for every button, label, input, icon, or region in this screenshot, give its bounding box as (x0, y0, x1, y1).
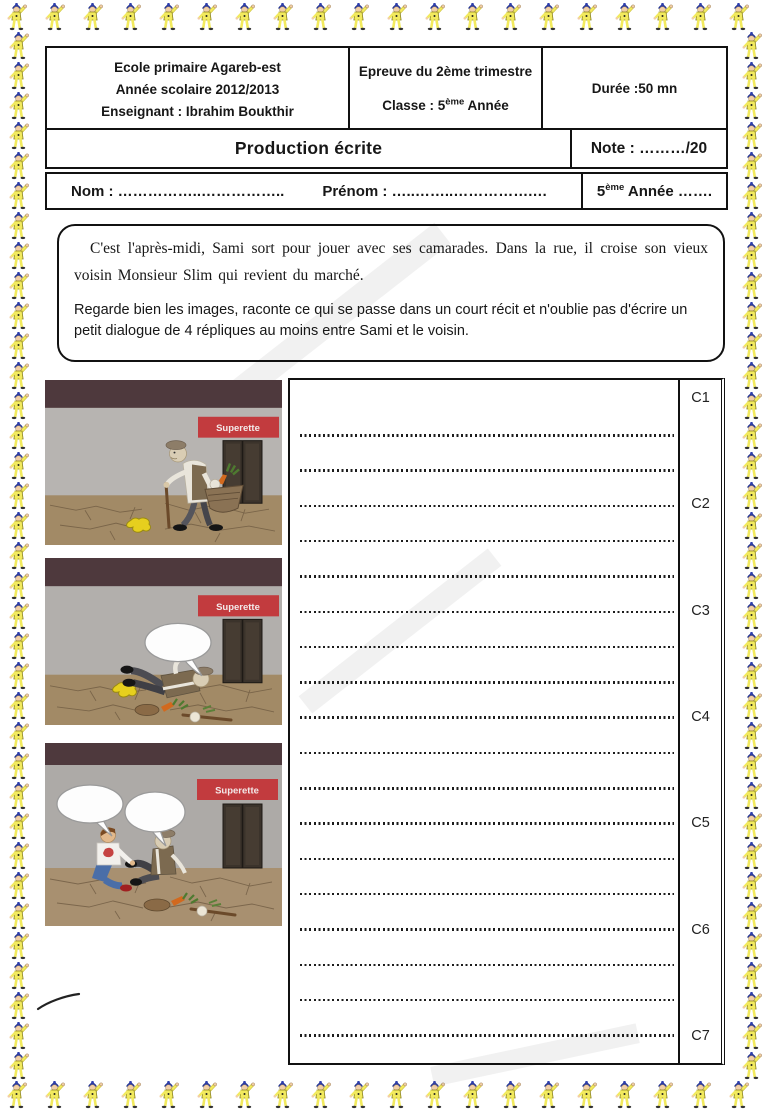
criteria-label: C7 (691, 1027, 710, 1044)
student-name-row (45, 172, 728, 210)
border-person-icon (6, 542, 31, 570)
border-person-icon (270, 3, 295, 31)
border-person-icon (346, 3, 371, 31)
criteria-label: C4 (691, 708, 710, 725)
border-person-icon (6, 482, 31, 510)
border-person-icon (739, 752, 764, 780)
border-person-icon (6, 392, 31, 420)
border-person-icon (739, 182, 764, 210)
criteria-label: C6 (691, 921, 710, 938)
border-person-icon (739, 332, 764, 360)
criteria-label: C2 (691, 496, 710, 513)
border-person-icon (688, 1081, 713, 1109)
border-person-icon (739, 482, 764, 510)
writing-line (300, 928, 674, 931)
note-label: Note : ………/20 (590, 139, 708, 157)
name-field: Nom : ……………..…………….. (71, 182, 285, 200)
writing-line (300, 822, 674, 825)
svg-text:Superette: Superette (216, 423, 260, 435)
border-person-icon (739, 422, 764, 450)
school-year: Année scolaire 2012/2013 (115, 82, 280, 97)
border-person-icon (739, 392, 764, 420)
border-person-icon (460, 3, 485, 31)
border-person-icon (726, 3, 751, 31)
border-person-icon (739, 962, 764, 990)
border-person-icon (422, 3, 447, 31)
border-person-icon (739, 1022, 764, 1050)
border-person-icon (6, 332, 31, 360)
border-person-icon (6, 662, 31, 690)
name-cell (47, 174, 583, 208)
border-person-icon (384, 3, 409, 31)
writing-line (300, 858, 674, 861)
border-person-icon (739, 1052, 764, 1080)
border-person-icon (6, 992, 31, 1020)
border-person-icon (42, 1081, 67, 1109)
border-person-icon (739, 452, 764, 480)
border-person-icon (6, 152, 31, 180)
writing-line (300, 999, 674, 1002)
border-person-icon (612, 1081, 637, 1109)
border-person-icon (739, 602, 764, 630)
border-person-icon (384, 1081, 409, 1109)
border-person-icon (739, 302, 764, 330)
border-person-icon (6, 962, 31, 990)
writing-line (300, 575, 674, 578)
border-person-icon (650, 1081, 675, 1109)
comic-panel-2 (45, 558, 282, 725)
border-person-icon (460, 1081, 485, 1109)
border-person-icon (739, 782, 764, 810)
writing-line (300, 469, 674, 472)
school-info-cell (47, 48, 350, 128)
border-person-icon (6, 92, 31, 120)
writing-line (300, 611, 674, 614)
border-person-icon (739, 242, 764, 270)
border-person-icon (739, 632, 764, 660)
border-person-icon (6, 842, 31, 870)
border-person-icon (498, 1081, 523, 1109)
shop-door (223, 804, 262, 868)
writing-line (300, 681, 674, 684)
writing-line (300, 505, 674, 508)
writing-line (300, 893, 674, 896)
border-person-icon (232, 3, 257, 31)
border-person-icon (574, 1081, 599, 1109)
class-label-suffix: Année (464, 97, 509, 113)
situation-text: C'est l'après-midi, Sami sort pour jouer avec ses camarades. Dans la rue, il croise son vieux voisin Monsieur Slim qui revient du marché. (74, 240, 708, 284)
superette-sign (197, 779, 278, 800)
border-person-icon (536, 1081, 561, 1109)
border-person-icon (80, 3, 105, 31)
border-person-icon (194, 3, 219, 31)
border-person-icon (6, 212, 31, 240)
border-person-icon (739, 692, 764, 720)
note-cell (572, 130, 726, 167)
duration-label: Durée :50 mn (591, 80, 678, 96)
border-person-icon (612, 3, 637, 31)
title-row (45, 128, 728, 169)
border-person-icon (739, 512, 764, 540)
border-person-icon (6, 512, 31, 540)
writing-area (288, 378, 725, 1065)
border-person-icon (739, 662, 764, 690)
border-person-icon (6, 902, 31, 930)
writing-line (300, 540, 674, 543)
stray-pen-mark (36, 988, 82, 1014)
border-person-icon (739, 572, 764, 600)
task-text: Regarde bien les images, raconte ce qui se passe dans un court récit et n'oublie pas d'écrire un petit dialogue de 4 répliques au moins entre Sami et le voisin. (74, 302, 688, 339)
writing-line (300, 716, 674, 719)
border-person-icon (6, 452, 31, 480)
border-person-icon (688, 3, 713, 31)
border-person-icon (739, 92, 764, 120)
border-person-icon (6, 932, 31, 960)
border-person-icon (6, 572, 31, 600)
border-person-icon (80, 1081, 105, 1109)
border-person-icon (118, 3, 143, 31)
awning-band (45, 743, 282, 765)
border-person-icon (650, 3, 675, 31)
border-person-icon (739, 902, 764, 930)
border-person-icon (6, 1052, 31, 1080)
border-person-icon (6, 782, 31, 810)
border-person-icon (118, 1081, 143, 1109)
instructions-box (57, 224, 725, 362)
border-person-icon (346, 1081, 371, 1109)
border-person-icon (6, 62, 31, 90)
superette-sign (198, 595, 279, 616)
border-person-icon (6, 302, 31, 330)
superette-sign (198, 417, 279, 438)
border-person-icon (739, 812, 764, 840)
border-person-icon (739, 932, 764, 960)
border-person-icon (232, 1081, 257, 1109)
border-person-icon (422, 1081, 447, 1109)
border-person-icon (4, 3, 29, 31)
class-ordinal-sup: ème (445, 96, 465, 107)
criteria-label: C5 (691, 815, 710, 832)
writing-line (300, 964, 674, 967)
criteria-label: C3 (691, 602, 710, 619)
duration-cell (543, 48, 726, 128)
border-person-icon (6, 272, 31, 300)
comic-panel-1 (45, 380, 282, 545)
subject-title-cell (47, 130, 572, 167)
border-person-icon (6, 692, 31, 720)
grade-cell (583, 174, 726, 208)
border-person-icon (739, 542, 764, 570)
border-person-icon (156, 1081, 181, 1109)
border-person-icon (739, 122, 764, 150)
svg-text:Superette: Superette (215, 785, 259, 797)
border-person-icon (739, 722, 764, 750)
border-person-icon (156, 3, 181, 31)
page-title: Production écrite (234, 138, 383, 158)
border-person-icon (739, 362, 764, 390)
border-person-icon (270, 1081, 295, 1109)
border-person-icon (739, 272, 764, 300)
exam-info-cell (350, 48, 543, 128)
border-person-icon (6, 422, 31, 450)
ground (45, 868, 282, 926)
border-person-icon (42, 3, 67, 31)
border-person-icon (739, 32, 764, 60)
border-person-icon (194, 1081, 219, 1109)
border-person-icon (739, 872, 764, 900)
criteria-label: C1 (691, 390, 710, 406)
writing-line (300, 434, 674, 437)
border-person-icon (6, 1022, 31, 1050)
writing-line (300, 1034, 674, 1037)
border-person-icon (739, 152, 764, 180)
class-label (382, 98, 509, 113)
awning-band (45, 380, 282, 408)
school-name: Ecole primaire Agareb-est (114, 60, 281, 75)
border-person-icon (498, 3, 523, 31)
border-person-icon (6, 752, 31, 780)
svg-text:Superette: Superette (216, 601, 260, 613)
border-person-icon (726, 1081, 751, 1109)
writing-line (300, 787, 674, 790)
teacher-name: Enseignant : Ibrahim Boukthir (101, 104, 294, 119)
border-person-icon (6, 362, 31, 390)
border-person-icon (6, 122, 31, 150)
border-person-icon (739, 842, 764, 870)
border-person-icon (6, 872, 31, 900)
border-person-icon (6, 182, 31, 210)
grade-label: 5ème Année ……. (596, 181, 713, 200)
border-person-icon (739, 992, 764, 1020)
border-person-icon (4, 1081, 29, 1109)
border-person-icon (6, 632, 31, 660)
awning-band (45, 558, 282, 586)
header-info-table (45, 46, 728, 130)
comic-panel-3 (45, 743, 282, 926)
border-person-icon (308, 1081, 333, 1109)
exam-title: Epreuve du 2ème trimestre (358, 63, 533, 79)
border-person-icon (308, 3, 333, 31)
border-person-icon (6, 602, 31, 630)
writing-line (300, 646, 674, 649)
shop-door (223, 619, 262, 682)
border-person-icon (739, 212, 764, 240)
border-person-icon (536, 3, 561, 31)
class-label-text: Classe : 5 (382, 97, 446, 113)
writing-line (300, 752, 674, 755)
border-person-icon (739, 62, 764, 90)
criteria-column (678, 380, 721, 1063)
border-person-icon (6, 812, 31, 840)
firstname-field: Prénom : …..……..…………….… (322, 182, 548, 200)
border-person-icon (574, 3, 599, 31)
border-person-icon (6, 722, 31, 750)
border-person-icon (6, 242, 31, 270)
border-person-icon (6, 32, 31, 60)
